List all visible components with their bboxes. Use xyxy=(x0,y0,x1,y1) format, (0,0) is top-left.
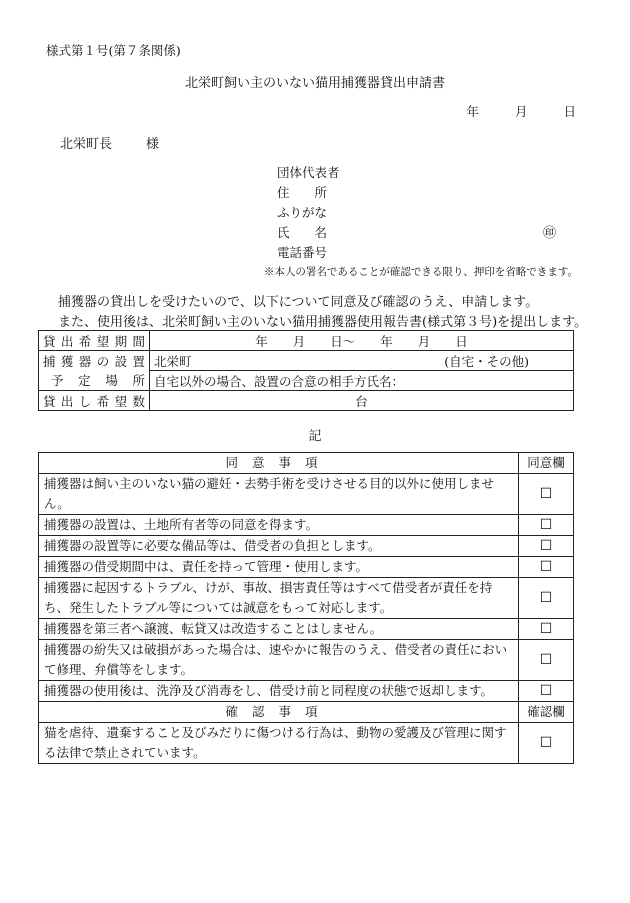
seal-note: ※本人の署名であることが確認できる限り、押印を省略できます。 xyxy=(263,266,578,278)
ki-heading: 記 xyxy=(308,429,322,444)
intro-line-2: また、使用後は、北栄町飼い主のいない猫用捕獲器使用報告書(様式第３号)を提出します。 xyxy=(58,315,588,330)
applicant-address: 住 所 xyxy=(277,185,328,200)
loan-place-label-2: 予定場所 xyxy=(39,371,150,391)
applicant-furigana: ふりがな xyxy=(277,205,328,220)
agreement-item-1: 捕獲器は飼い主のいない猫の避妊・去勢手術を受けさせる目的以外に使用しません。 xyxy=(39,474,519,515)
loan-count-unit[interactable]: 台 xyxy=(150,391,574,411)
agreement-row xyxy=(39,578,574,619)
form-number: 様式第１号(第７条関係) xyxy=(46,43,181,58)
agreement-checkbox-3[interactable]: ☐ xyxy=(519,536,574,557)
loan-place-other[interactable]: 自宅以外の場合、設置の合意の相手方氏名： xyxy=(150,371,574,391)
agreement-checkbox-7[interactable]: ☐ xyxy=(519,640,574,681)
addressee-name: 北栄町長 xyxy=(60,137,113,152)
loan-request-table xyxy=(38,330,574,411)
agreement-checkbox-4[interactable]: ☐ xyxy=(519,557,574,578)
addressee xyxy=(60,133,159,152)
agreement-row xyxy=(39,619,574,640)
confirmation-item-1: 猫を虐待、遺棄すること及びみだりに傷つける行為は、動物の愛護及び管理に関する法律で禁止されています。 xyxy=(39,723,519,764)
confirmation-header: 確認事項 xyxy=(39,702,519,723)
document-title: 北栄町飼い主のいない猫用捕獲器貸出申請書 xyxy=(184,76,445,91)
agreement-row xyxy=(39,515,574,536)
agreement-item-2: 捕獲器の設置は、土地所有者等の同意を得ます。 xyxy=(39,515,519,536)
agreement-item-6: 捕獲器を第三者へ譲渡、転貸又は改造することはしません。 xyxy=(39,619,519,640)
agreement-row xyxy=(39,640,574,681)
loan-count-label: 貸出し希望数 xyxy=(39,391,150,411)
loan-period-value[interactable]: 年 月 日～ 年 月 日 xyxy=(150,331,574,351)
loan-count-row xyxy=(39,391,574,411)
date-day: 日 xyxy=(563,104,576,119)
loan-place-choice[interactable]: (自宅・その他) xyxy=(444,353,529,369)
agreement-table xyxy=(38,452,574,764)
loan-place-town-cell[interactable] xyxy=(150,351,574,371)
agreement-item-7: 捕獲器の紛失又は破損があった場合は、速やかに報告のうえ、借受者の責任において修理、弁償等をします。 xyxy=(39,640,519,681)
agreement-item-3: 捕獲器の設置等に必要な備品等は、借受者の負担とします。 xyxy=(39,536,519,557)
loan-place-row-2 xyxy=(39,371,574,391)
agreement-item-8: 捕獲器の使用後は、洗浄及び消毒をし、借受け前と同程度の状態で返却します。 xyxy=(39,681,519,702)
date-line xyxy=(466,102,576,120)
agreement-checkbox-8[interactable]: ☐ xyxy=(519,681,574,702)
agreement-header: 同意事項 xyxy=(39,453,519,474)
loan-place-town: 北栄町 xyxy=(154,353,192,369)
applicant-name: 氏 名 xyxy=(277,225,328,240)
applicant-group-rep: 団体代表者 xyxy=(277,165,340,180)
agreement-item-4: 捕獲器の借受期間中は、責任を持って管理・使用します。 xyxy=(39,557,519,578)
agreement-item-5: 捕獲器に起因するトラブル、けが、事故、損害責任等はすべて借受者が責任を持ち、発生したトラブル等については誠意をもって対応します。 xyxy=(39,578,519,619)
agreement-row xyxy=(39,474,574,515)
confirmation-checkbox-1[interactable]: ☐ xyxy=(519,723,574,764)
confirmation-header-col: 確認欄 xyxy=(519,702,574,723)
agreement-row xyxy=(39,557,574,578)
confirmation-header-row xyxy=(39,702,574,723)
agreement-checkbox-1[interactable]: ☐ xyxy=(519,474,574,515)
loan-place-row-1 xyxy=(39,351,574,371)
agreement-checkbox-5[interactable]: ☐ xyxy=(519,578,574,619)
addressee-honorific: 様 xyxy=(146,137,160,152)
intro-line-1: 捕獲器の貸出しを受けたいので、以下について同意及び確認のうえ、申請します。 xyxy=(58,295,539,310)
applicant-phone: 電話番号 xyxy=(277,245,328,260)
date-month: 月 xyxy=(514,104,528,119)
agreement-row xyxy=(39,536,574,557)
agreement-checkbox-6[interactable]: ☐ xyxy=(519,619,574,640)
agreement-checkbox-2[interactable]: ☐ xyxy=(519,515,574,536)
agreement-header-row xyxy=(39,453,574,474)
agreement-header-col: 同意欄 xyxy=(519,453,574,474)
loan-period-row xyxy=(39,331,574,351)
loan-place-label-1: 捕獲器の設置 xyxy=(39,351,150,371)
confirmation-row xyxy=(39,723,574,764)
seal-mark: ㊞ xyxy=(543,226,557,241)
loan-period-label: 貸出希望期間 xyxy=(39,331,150,351)
agreement-row xyxy=(39,681,574,702)
date-year: 年 xyxy=(466,104,479,119)
